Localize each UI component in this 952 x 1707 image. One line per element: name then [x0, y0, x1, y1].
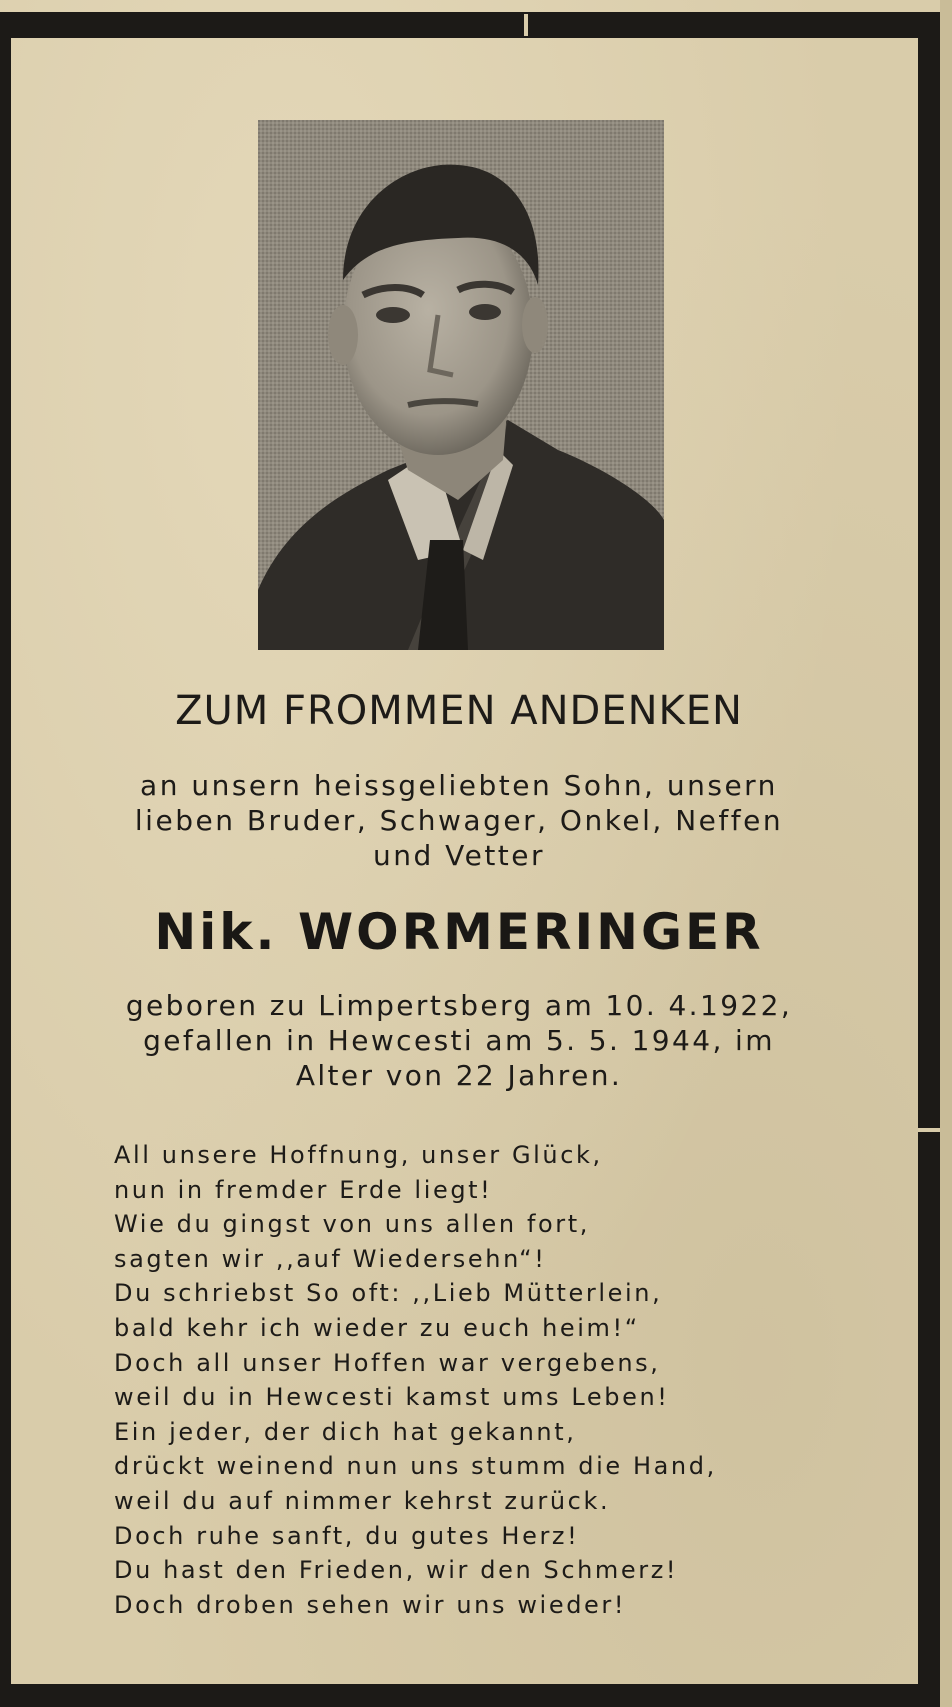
poem-line: All unsere Hoffnung, unser Glück,: [114, 1141, 603, 1169]
poem-line: Doch all unser Hoffen war vergebens,: [114, 1348, 661, 1377]
poem-line: drückt weinend nun uns stumm die Hand,: [114, 1452, 717, 1481]
date-line: Alter von 22 Jahren.: [295, 1059, 623, 1092]
poem-line: Du schriebst So oft: ,,Lieb Mütterlein,: [114, 1279, 663, 1308]
poem-line: Doch droben sehen wir uns wieder!: [114, 1590, 627, 1619]
date-line: geboren zu Limpertsberg am 10. 4.1922,: [125, 989, 793, 1022]
poem-line: weil du in Hewcesti kamst ums Leben!: [114, 1383, 670, 1412]
poem-line: Doch ruhe sanft, du gutes Herz!: [114, 1521, 580, 1550]
memorial-poem: [114, 1138, 894, 1622]
poem-line: weil du auf nimmer kehrst zurück.: [114, 1486, 611, 1515]
border-notch: [524, 14, 528, 36]
portrait-photo: [258, 120, 664, 650]
mourning-border-left: [0, 12, 11, 1707]
dedication-text: [40, 768, 878, 873]
poem-line: Du hast den Frieden, wir den Schmerz!: [114, 1556, 679, 1585]
poem-line: Ein jeder, der dich hat gekannt,: [114, 1417, 577, 1446]
poem-line: sagten wir ,,auf Wiedersehn“!: [114, 1244, 547, 1273]
mourning-border-right: [918, 12, 940, 1707]
card-edge: [940, 0, 952, 1707]
poem-line: nun in fremder Erde liegt!: [114, 1175, 493, 1204]
memorial-heading: ZUM FROMMEN ANDENKEN: [175, 688, 743, 734]
dedication-line: und Vetter: [372, 839, 546, 872]
dedication-line: lieben Bruder, Schwager, Onkel, Neffen: [134, 804, 784, 837]
mourning-border-bottom: [0, 1684, 940, 1707]
poem-line: bald kehr ich wieder zu euch heim!“: [114, 1313, 640, 1342]
dedication-line: an unsern heissgeliebten Sohn, unsern: [140, 769, 778, 802]
poem-line: Wie du gingst von uns allen fort,: [114, 1210, 590, 1239]
mourning-border-top: [0, 12, 940, 38]
deceased-name: Nik. WORMERINGER: [154, 903, 764, 961]
border-notch: [918, 1128, 940, 1132]
date-line: gefallen in Hewcesti am 5. 5. 1944, im: [143, 1024, 775, 1057]
life-dates: [40, 988, 878, 1093]
